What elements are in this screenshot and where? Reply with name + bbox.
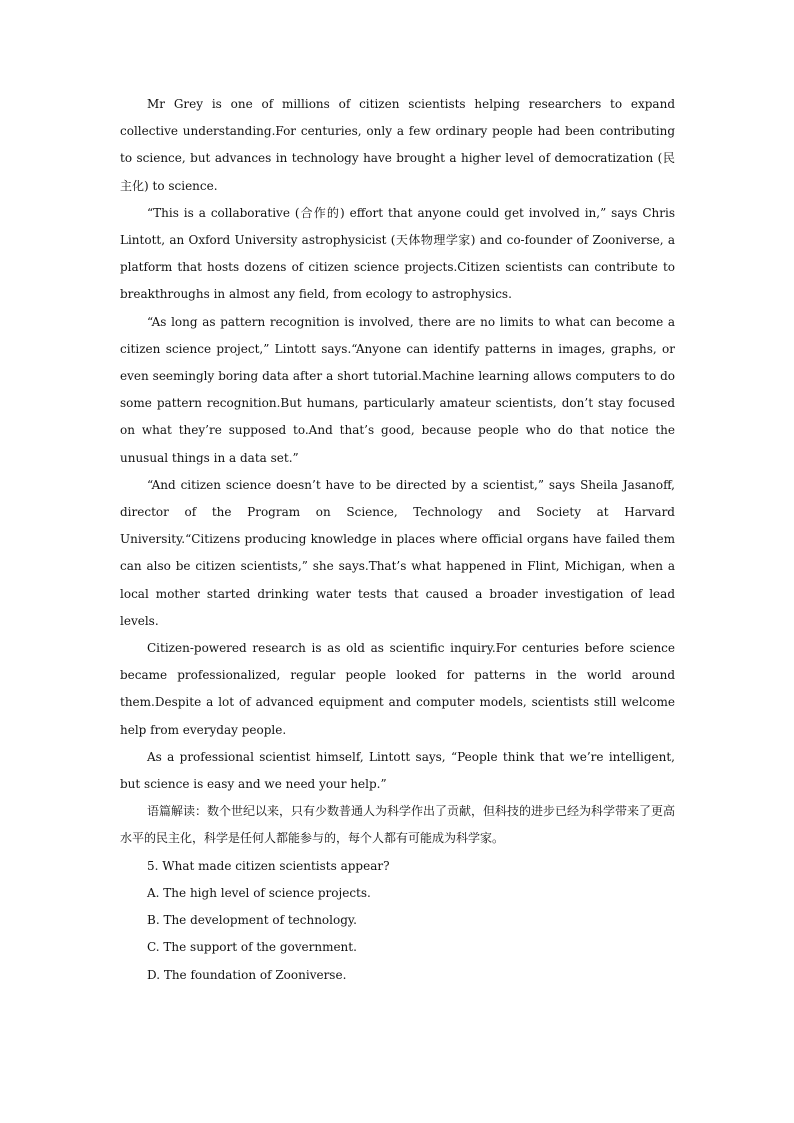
passage-paragraph-4: “And citizen science doesn’t have to be directed by a scientist,” says Sheila Jasanoff, director of the Program on Science, Technology and Society at Harvard University.“Citizens producing knowledge in places where official organs have failed them can also be citizen scientists,” she says.That’s what happened in Flint, Michigan, when a local mother started drinking water tests that caused a broader investigation of lead levels. xyxy=(120,477,675,628)
passage-paragraph-5: Citizen-powered research is as old as scientific inquiry.For centuries before science became professionalized, regular people looked for patterns in the world around them.Despite a lot of advanced equipment and computer models, scientists still welcome help from everyday people. xyxy=(120,641,675,737)
passage-paragraph-2: “This is a collaborative (合作的) effort that anyone could get involved in,” says Chris Lintott, an Oxford University astrophysicist (天体物理学家) and co-founder of Zooniverse, a platform that hosts dozens of citizen science projects.Citizen scientists can contribute to breakthroughs in almost any field, from ecology to astrophysics. xyxy=(120,205,675,302)
document-page xyxy=(120,91,675,989)
question-stem: 5. What made citizen scientists appear? xyxy=(147,858,390,873)
option-c: C. The support of the government. xyxy=(147,940,357,955)
option-d: D. The foundation of Zooniverse. xyxy=(147,967,347,982)
passage-paragraph-6: As a professional scientist himself, Lintott says, “People think that we’re intelligent, but science is easy and we need your help.” xyxy=(120,749,675,792)
option-b: B. The development of technology. xyxy=(147,913,357,928)
passage-analysis: 语篇解读：数个世纪以来，只有少数普通人为科学作出了贡献，但科技的进步已经为科学带来了更高水平的民主化，科学是任何人都能参与的，每个人都有可能成为科学家。 xyxy=(120,804,676,846)
passage-paragraph-3: “As long as pattern recognition is involved, there are no limits to what can become a citizen science project,” Lintott says.“Anyone can identify patterns in images, graphs, or even seemingly boring data after a short tutorial.Machine learning allows computers to do some pattern recognition.But humans, particularly amateur scientists, don’t stay focused on what they’re supposed to.And that’s good, because people who do that notice the unusual things in a data set.” xyxy=(120,314,675,465)
passage-paragraph-1: Mr Grey is one of millions of citizen scientists helping researchers to expand collective understanding.For centuries, only a few ordinary people had been contributing to science, but advances in technology have brought a higher level of democratization (民主化) to science. xyxy=(120,97,675,193)
option-a: A. The high level of science projects. xyxy=(147,885,371,900)
